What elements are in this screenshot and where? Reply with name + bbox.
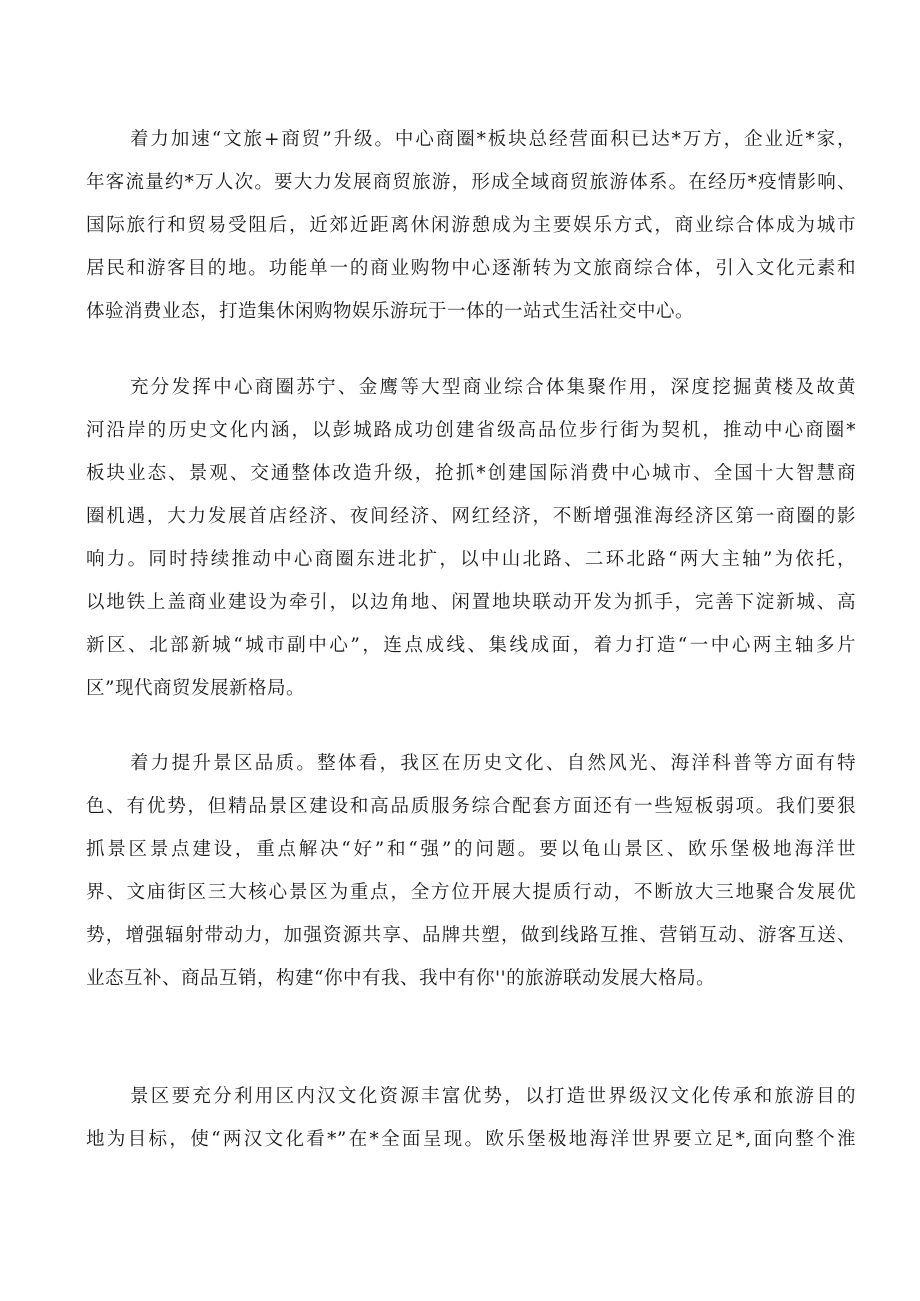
- text-line: 响力。同时持续推动中心商圈东进北扩，以中山北路、二环北路“两大主轴”为依托，: [86, 549, 856, 570]
- text-line: 新区、北部新城“城市副中心”，连点成线、集线成面，着力打造“一中心两主轴多片: [86, 635, 856, 656]
- text-line: 居民和游客目的地。功能单一的商业购物中心逐渐转为文旅商综合体，引入文化元素和: [86, 258, 856, 279]
- paragraph-culture-tourism-commerce: [86, 118, 856, 333]
- paragraph-han-culture: [86, 1075, 856, 1161]
- paragraph-scenic-quality: [86, 742, 856, 1000]
- paragraph-commercial-complex: [86, 366, 856, 710]
- text-line: 着力加速“文旅+商贸”升级。中心商圈*板块总经营面积已达*万方，企业近*家，: [130, 129, 856, 150]
- text-line: 界、文庙街区三大核心景区为重点，全方位开展大提质行动，不断放大三地聚合发展优: [86, 882, 856, 903]
- text-line: 业态互补、商品互销，构建“你中有我、我中有你''的旅游联动发展大格局。: [86, 968, 716, 989]
- text-line: 板块业态、景观、交通整体改造升级，抢抓*创建国际消费中心城市、全国十大智慧商: [86, 463, 856, 484]
- text-line: 年客流量约*万人次。要大力发展商贸旅游，形成全域商贸旅游体系。在经历*疫情影响、: [86, 172, 856, 193]
- text-line: 圈机遇，大力发展首店经济、夜间经济、网红经济，不断增强淮海经济区第一商圈的影: [86, 506, 856, 527]
- text-line: 势，增强辐射带动力，加强资源共享、品牌共塑，做到线路互推、营销互动、游客互送、: [86, 925, 856, 946]
- text-line: 色、有优势，但精品景区建设和高品质服务综合配套方面还有一些短板弱项。我们要狠: [86, 796, 856, 817]
- text-line: 景区要充分利用区内汉文化资源丰富优势，以打造世界级汉文化传承和旅游目的: [130, 1086, 856, 1107]
- text-line: 抓景区景点建设，重点解决“好”和“强”的问题。要以龟山景区、欧乐堡极地海洋世: [86, 839, 856, 860]
- text-line: 充分发挥中心商圈苏宁、金鹰等大型商业综合体集聚作用，深度挖掘黄楼及故黄: [130, 377, 856, 398]
- text-line: 以地铁上盖商业建设为牵引，以边角地、闲置地块联动开发为抓手，完善下淀新城、高: [86, 592, 856, 613]
- text-line: 着力提升景区品质。整体看，我区在历史文化、自然风光、海洋科普等方面有特: [130, 753, 856, 774]
- text-line: 体验消费业态，打造集休闲购物娱乐游玩于一体的一站式生活社交中心。: [86, 301, 695, 322]
- text-line: 河沿岸的历史文化内涵，以彭城路成功创建省级高品位步行街为契机，推动中心商圈*: [86, 420, 856, 441]
- text-line: 区”现代商贸发展新格局。: [86, 678, 305, 699]
- text-line: 地为目标，使“两汉文化看*”在*全面呈现。欧乐堡极地海洋世界要立足*,面向整个淮: [86, 1129, 856, 1150]
- text-line: 国际旅行和贸易受阻后，近郊近距离休闲游憩成为主要娱乐方式，商业综合体成为城市: [86, 215, 856, 236]
